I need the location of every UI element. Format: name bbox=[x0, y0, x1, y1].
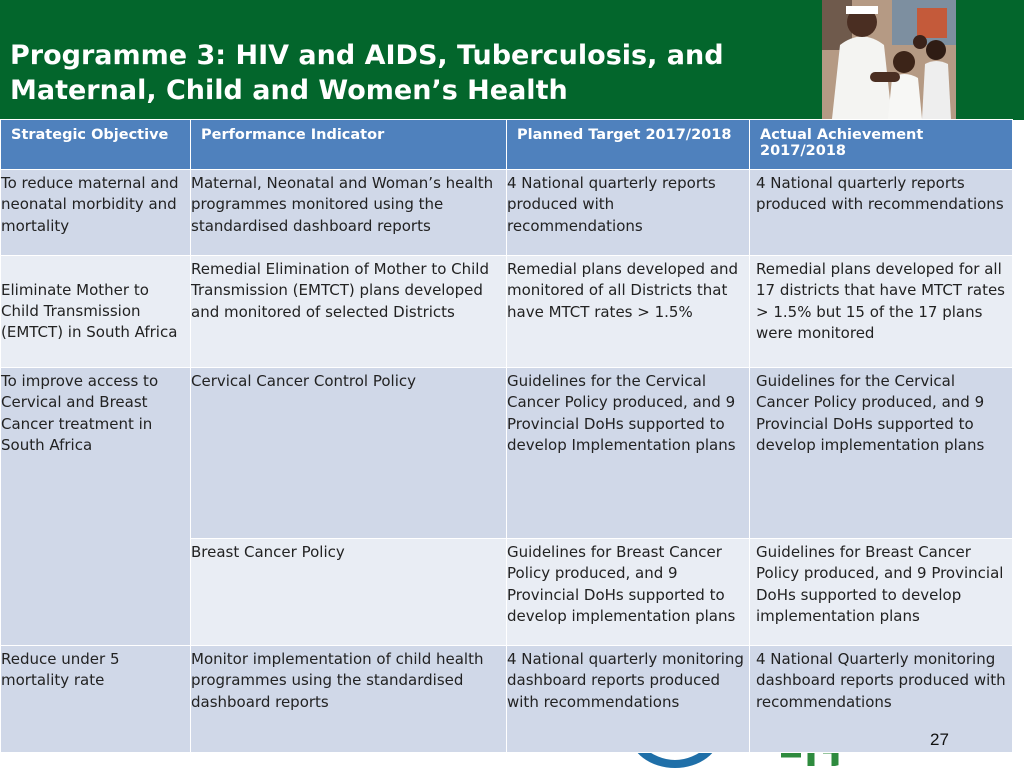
cell-target: Guidelines for Breast Cancer Policy produced, and 9 Provincial DoHs supported to develop implementation plans bbox=[507, 539, 750, 646]
slide-title bbox=[10, 38, 810, 108]
cell-objective: Eliminate Mother to Child Transmission (EMTCT) in South Africa bbox=[1, 256, 191, 368]
cell-achievement: 4 National Quarterly monitoring dashboard reports produced with recommendations bbox=[750, 646, 1013, 753]
cell-indicator: Maternal, Neonatal and Woman’s health programmes monitored using the standardised dashboard reports bbox=[191, 170, 507, 256]
column-header-performance-indicator: Performance Indicator bbox=[191, 120, 507, 170]
cell-achievement: Guidelines for Breast Cancer Policy produced, and 9 Provincial DoHs supported to develop implementation plans bbox=[750, 539, 1013, 646]
slide-title-line-1: Programme 3: HIV and AIDS, Tuberculosis, and bbox=[10, 40, 724, 71]
slide-title-line-2: Maternal, Child and Women’s Health bbox=[10, 75, 568, 106]
nurse-children-photo bbox=[822, 0, 956, 119]
cell-objective: Reduce under 5 mortality rate bbox=[1, 646, 191, 753]
cell-indicator: Cervical Cancer Control Policy bbox=[191, 368, 507, 539]
cell-indicator: Breast Cancer Policy bbox=[191, 539, 507, 646]
cell-target: 4 National quarterly monitoring dashboard reports produced with recommendations bbox=[507, 646, 750, 753]
cell-target: 4 National quarterly reports produced with recommendations bbox=[507, 170, 750, 256]
cell-indicator: Monitor implementation of child health programmes using the standardised dashboard reports bbox=[191, 646, 507, 753]
cell-target: Guidelines for the Cervical Cancer Policy produced, and 9 Provincial DoHs supported to develop Implementation plans bbox=[507, 368, 750, 539]
performance-table bbox=[0, 119, 1013, 753]
cell-achievement: Guidelines for the Cervical Cancer Policy produced, and 9 Provincial DoHs supported to develop implementation plans bbox=[750, 368, 1013, 539]
cell-target: Remedial plans developed and monitored of all Districts that have MTCT rates > 1.5% bbox=[507, 256, 750, 368]
header-photo bbox=[822, 0, 956, 119]
cell-achievement: Remedial plans developed for all 17 districts that have MTCT rates > 1.5% but 15 of the 17 plans were monitored bbox=[750, 256, 1013, 368]
column-header-strategic-objective: Strategic Objective bbox=[1, 120, 191, 170]
table-row bbox=[1, 646, 1013, 753]
cell-achievement: 4 National quarterly reports produced with recommendations bbox=[750, 170, 1013, 256]
column-header-planned-target: Planned Target 2017/2018 bbox=[507, 120, 750, 170]
table-header-row bbox=[1, 120, 1013, 170]
cell-indicator: Remedial Elimination of Mother to Child Transmission (EMTCT) plans developed and monitored of selected Districts bbox=[191, 256, 507, 368]
page-number: 27 bbox=[930, 730, 949, 749]
table-row bbox=[1, 256, 1013, 368]
table-row bbox=[1, 170, 1013, 256]
column-header-actual-achievement: Actual Achievement 2017/2018 bbox=[750, 120, 1013, 170]
cell-objective: To reduce maternal and neonatal morbidity and mortality bbox=[1, 170, 191, 256]
cell-objective: To improve access to Cervical and Breast Cancer treatment in South Africa bbox=[1, 368, 191, 646]
table-row bbox=[1, 368, 1013, 539]
